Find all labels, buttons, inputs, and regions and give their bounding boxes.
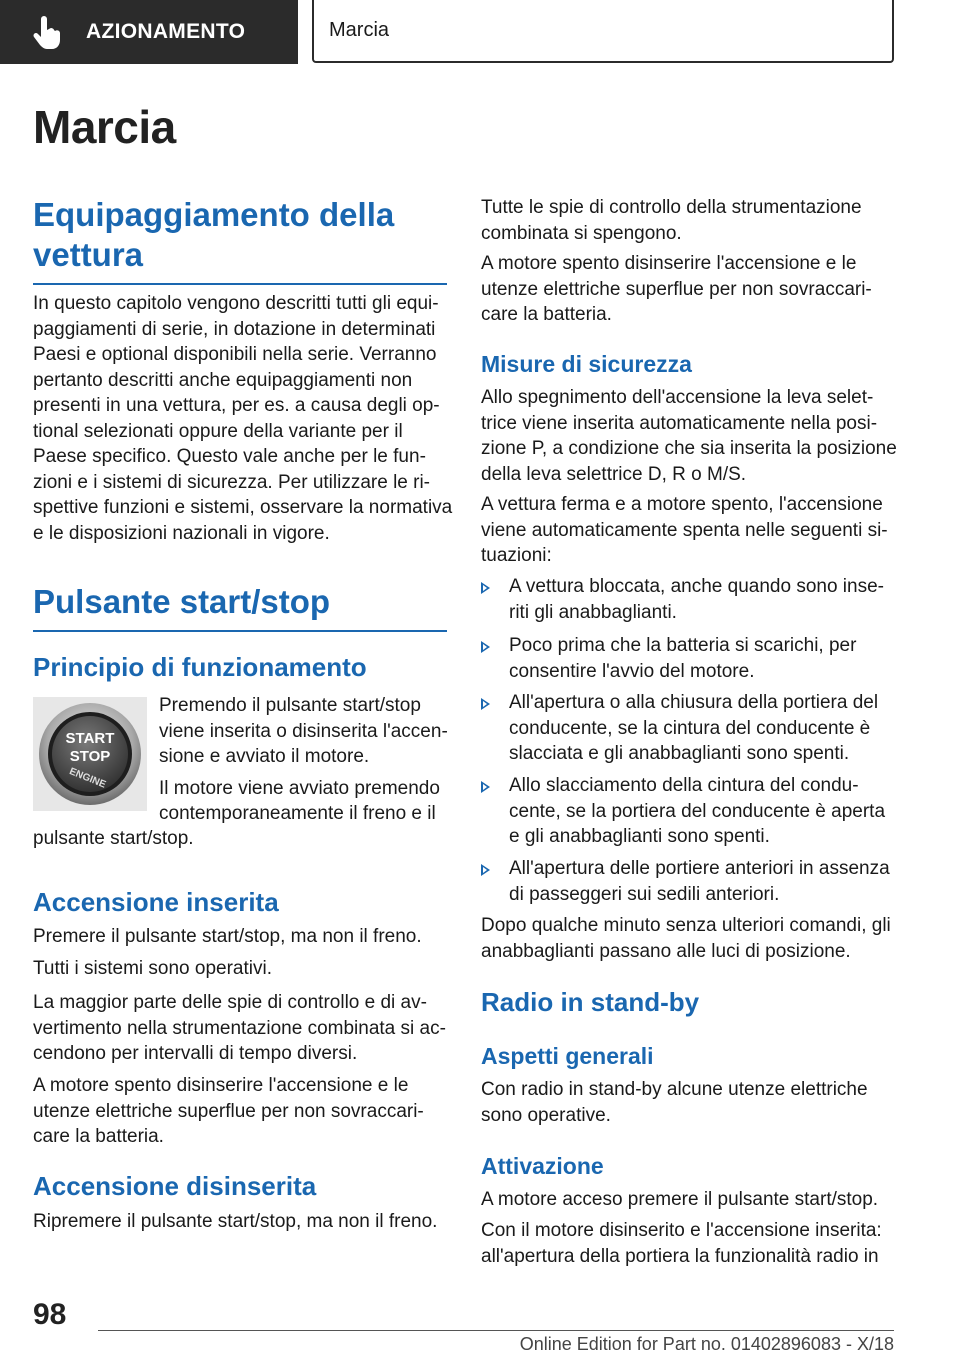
equipment-heading-line-1: Equipaggiamento della (33, 196, 395, 233)
text-line: care la batteria. (33, 1126, 164, 1147)
start-stop-heading: Pulsante start/stop (33, 582, 447, 632)
chapter-label: Marcia (329, 19, 390, 41)
button-label-stop: STOP (69, 748, 111, 765)
text-line: riti gli anabbaglianti. (509, 601, 677, 623)
start-stop-button-image (33, 697, 147, 811)
hand-pointer-icon (32, 16, 64, 50)
safety-paragraph-2 (481, 492, 901, 569)
text-line: A vettura ferma e a motore spento, l'accensione (481, 494, 883, 515)
list-item (481, 773, 893, 851)
triangle-bullet-icon (481, 698, 490, 710)
ignition-off-paragraph: Ripremere il pulsante start/stop, ma non il freno. (33, 1211, 438, 1232)
text-line: Premendo il pulsante start/stop (159, 695, 421, 716)
text-line: paggiamenti di serie, in dotazione in determinati (33, 318, 436, 340)
text-line: A motore spento disinserire l'accensione e le (481, 253, 857, 274)
triangle-bullet-icon (481, 582, 490, 594)
text-line: contemporaneamente il freno e il (159, 803, 436, 824)
equipment-paragraph (33, 291, 453, 546)
text-line: Allo slacciamento della cintura del condu‐ (509, 775, 859, 796)
text-line: utenze elettriche superflue per non sovraccari‐ (481, 278, 872, 300)
text-line: consentire l'avvio del motore. (509, 660, 755, 682)
footer-divider (98, 1330, 894, 1331)
text-line: conducente, se la cintura del conducente è (509, 717, 871, 739)
ignition-on-heading: Accensione inserita (33, 887, 279, 917)
text-line: di passeggeri sui sedili anteriori. (509, 883, 780, 905)
text-line: All'apertura o alla chiusura della portiera del (509, 692, 879, 713)
text-line: spettive funzioni e sistemi, osservare la normativa (33, 497, 453, 518)
footer-edition: Online Edition for Part no. 01402896083 - X/18 (519, 1334, 894, 1354)
text-line: A motore spento disinserire l'accensione e le (33, 1075, 409, 1096)
equipment-heading (33, 195, 447, 285)
text-line: Con il motore disinserito e l'accensione inserita: (481, 1220, 882, 1241)
general-heading: Aspetti generali (481, 1043, 654, 1069)
principle-heading: Principio di funzionamento (33, 652, 367, 682)
text-line: slacciata e gli anabbaglianti sono spenti. (509, 743, 850, 764)
text-line: della leva selettrice D, R o M/S. (481, 463, 747, 485)
principle-last-line: pulsante start/stop. (33, 828, 194, 849)
text-line: Tutte le spie di controllo della strumentazione (481, 197, 862, 218)
list-item (481, 633, 893, 685)
safety-paragraph-1 (481, 385, 901, 487)
text-line: cendono per intervalli di tempo diversi. (33, 1043, 358, 1064)
equipment-heading-line-2: vettura (33, 236, 144, 273)
ignition-on-paragraph-3 (33, 990, 453, 1067)
text-line: tuazioni: (481, 545, 552, 566)
text-line: pertanto descritti anche equipaggiamenti non (33, 369, 413, 391)
text-line: All'apertura delle portiere anteriori in assenza (509, 858, 890, 879)
list-item (481, 856, 893, 908)
ignition-on-paragraph-1: Premere il pulsante start/stop, ma non il freno. (33, 926, 422, 947)
text-line: La maggior parte delle spie di controllo e di av‐ (33, 992, 427, 1013)
principle-paragraph (159, 693, 449, 827)
general-paragraph (481, 1077, 901, 1128)
right-paragraph-2 (481, 251, 896, 328)
text-line: Con radio in stand-by alcune utenze elettriche (481, 1079, 868, 1100)
button-label-start: START (65, 730, 115, 747)
text-line: In questo capitolo vengono descritti tutti gli equi‐ (33, 293, 439, 314)
triangle-bullet-icon (481, 641, 490, 653)
triangle-bullet-icon (481, 781, 490, 793)
section-label: AZIONAMENTO (86, 20, 246, 43)
radio-standby-heading: Radio in stand-by (481, 987, 700, 1017)
text-line: vertimento nella strumentazione combinata si ac‐ (33, 1017, 446, 1039)
activation-paragraph-2 (481, 1218, 901, 1269)
text-line: zioni e i sistemi di sicurezza. Per utilizzare le ri‐ (33, 471, 431, 493)
text-line: sione e avviato il motore. (159, 746, 370, 767)
page-number: 98 (33, 1298, 67, 1331)
text-line: tional selezionati oppure della variante per il (33, 420, 403, 442)
text-line: e gli anabbaglianti sono spenti. (509, 826, 770, 847)
text-line: viene automaticamente spenta nelle seguenti si‐ (481, 519, 888, 541)
page-title: Marcia (33, 101, 176, 153)
text-line: presenti in una vettura, per es. a causa degli op‐ (33, 395, 440, 416)
list-item (481, 690, 893, 768)
text-line: combinata si spengono. (481, 222, 682, 244)
chapter-box (312, 0, 894, 63)
section-tab (0, 0, 298, 64)
text-line: Il motore viene avviato premendo (159, 777, 440, 799)
safety-paragraph-3 (481, 913, 901, 964)
text-line: Paese specifico. Questo vale anche per le fun‐ (33, 446, 426, 467)
text-line: Dopo qualche minuto senza ulteriori comandi, gli (481, 915, 891, 936)
text-line: utenze elettriche superflue per non sovraccari‐ (33, 1100, 424, 1122)
list-item (481, 574, 893, 626)
text-line: sono operative. (481, 1104, 611, 1126)
text-line: viene inserita o disinserita l'accen‐ (159, 720, 448, 742)
ignition-on-paragraph-2: Tutti i sistemi sono operativi. (33, 958, 272, 979)
activation-heading: Attivazione (481, 1153, 604, 1179)
button-label-engine: ENGINE (67, 766, 108, 791)
ignition-off-heading: Accensione disinserita (33, 1171, 317, 1201)
triangle-bullet-icon (481, 864, 490, 876)
safety-heading: Misure di sicurezza (481, 351, 692, 377)
text-line: Paesi e optional disponibili nella serie. Verranno (33, 344, 437, 365)
ignition-on-paragraph-4 (33, 1073, 453, 1150)
text-line: zione P, a condizione che sia inserita la posizione (481, 438, 897, 459)
text-line: Poco prima che la batteria si scarichi, per (509, 635, 857, 656)
text-line: e le disposizioni nazionali in vigore. (33, 522, 330, 544)
text-line: trice viene inserita automaticamente nella posi‐ (481, 412, 878, 434)
text-line: cente, se la portiera del conducente è aperta (509, 800, 886, 822)
text-line: anabbaglianti passano alle luci di posizione. (481, 940, 851, 962)
text-line: Allo spegnimento dell'accensione la leva selet‐ (481, 387, 874, 408)
right-paragraph-1 (481, 195, 896, 246)
start-stop-button-icon (33, 697, 147, 811)
text-line: A vettura bloccata, anche quando sono inse‐ (509, 576, 884, 597)
text-line: care la batteria. (481, 304, 612, 325)
text-line: all'apertura della portiera la funzionalità radio in (481, 1245, 879, 1267)
activation-paragraph-1: A motore acceso premere il pulsante start/stop. (481, 1189, 879, 1210)
